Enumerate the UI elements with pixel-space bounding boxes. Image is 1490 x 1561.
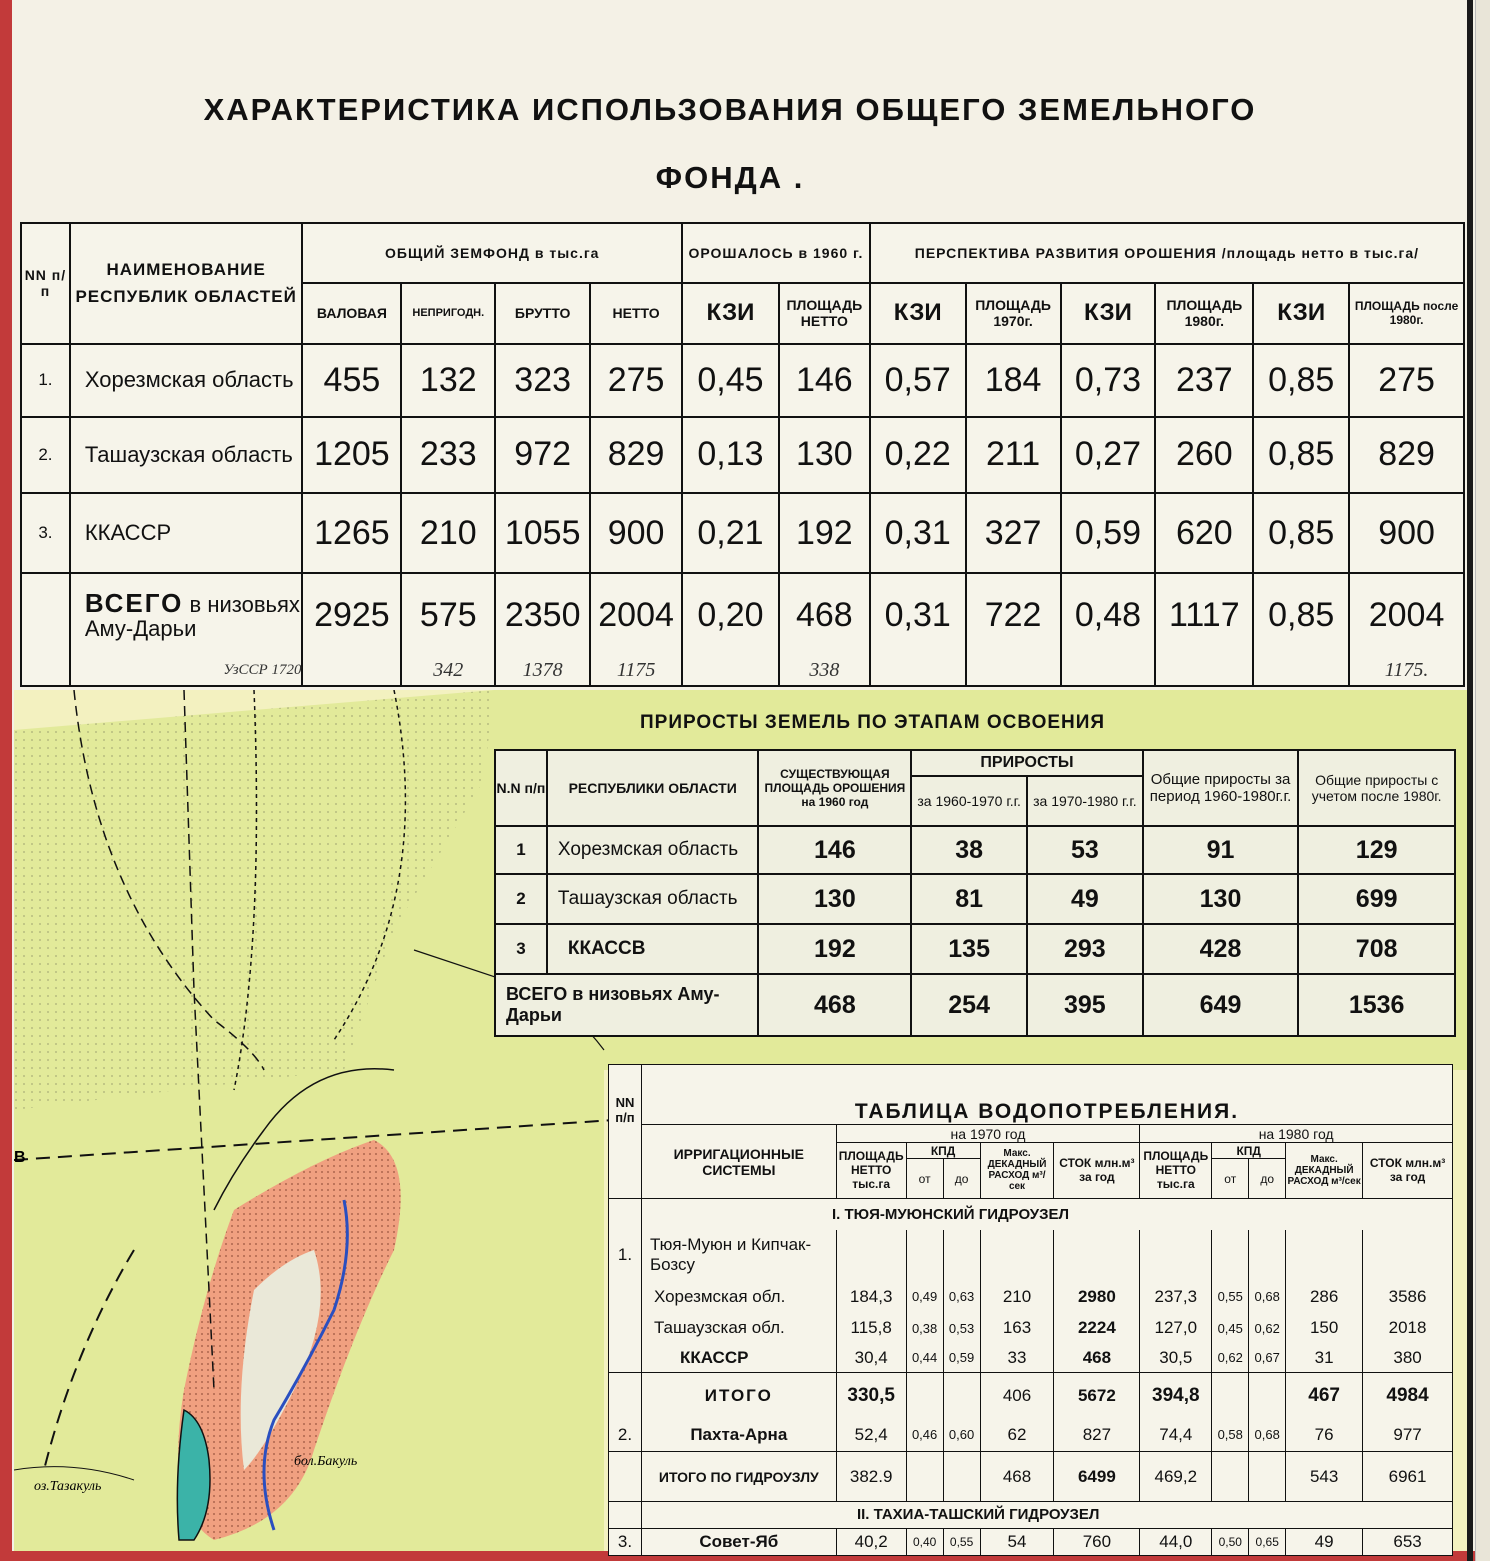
cell: 468 <box>758 974 911 1036</box>
row-name: Хорезмская область <box>547 826 759 874</box>
land-fund-table <box>20 222 1465 687</box>
cell: 275 <box>590 344 682 417</box>
cell: 827 <box>1054 1418 1140 1451</box>
cell: 38 <box>911 826 1027 874</box>
cell: 900 <box>1349 493 1464 573</box>
row-name: ККАССР <box>641 1344 836 1373</box>
cell: 0,57 <box>870 344 966 417</box>
cell: 0,67 <box>1249 1344 1286 1373</box>
handwritten-note: 1378 <box>495 656 590 686</box>
cell: 130 <box>758 874 911 924</box>
table-row <box>21 344 1464 417</box>
cell: 323 <box>495 344 590 417</box>
cell: 130 <box>779 417 870 493</box>
cell: 53 <box>1027 826 1143 874</box>
cell: 330,5 <box>836 1373 906 1419</box>
table-row <box>609 1313 1453 1344</box>
subheader: КЗИ <box>1253 283 1349 343</box>
row-number: 2 <box>495 874 547 924</box>
subheader: ВАЛОВАЯ <box>302 283 401 343</box>
cell: 977 <box>1363 1418 1453 1451</box>
cell: 127,0 <box>1140 1313 1212 1344</box>
subheader: Макс. ДЕКАДНЫЙ РАСХОД м³/сек <box>1286 1142 1363 1198</box>
subheader: ПЛОЩАДЬ НЕТТО тыс.га <box>836 1142 906 1198</box>
header-total-period: Общие приросты за период 1960-1980г.г. <box>1143 750 1299 826</box>
cell: 0,48 <box>1061 573 1156 655</box>
cell: 76 <box>1286 1418 1363 1451</box>
cell: 469,2 <box>1140 1452 1212 1502</box>
cell: 163 <box>980 1313 1054 1344</box>
handwritten-note: 342 <box>401 656 495 686</box>
subheader: Макс. ДЕКАДНЫЙ РАСХОД м³/сек <box>980 1142 1054 1198</box>
cell: 829 <box>590 417 682 493</box>
cell: 0,60 <box>943 1418 980 1451</box>
row-name: Ташаузская обл. <box>641 1313 836 1344</box>
cell: 0,68 <box>1249 1418 1286 1451</box>
subheader: ПЛОЩАДЬ после 1980г. <box>1349 283 1464 343</box>
cell: 192 <box>779 493 870 573</box>
cell: 30,4 <box>836 1344 906 1373</box>
cell: 0,63 <box>943 1281 980 1312</box>
cell: 135 <box>911 924 1027 974</box>
map-label-v: В <box>14 1149 26 1166</box>
header-systems: ИРРИГАЦИОННЫЕ СИСТЕМЫ <box>641 1125 836 1199</box>
cell: 254 <box>911 974 1027 1036</box>
table-row-total <box>21 573 1464 655</box>
cell: 0,21 <box>682 493 779 573</box>
cell: 0,49 <box>906 1281 943 1312</box>
cell: 0,85 <box>1253 493 1349 573</box>
cell: 1265 <box>302 493 401 573</box>
header-1980: на 1980 год <box>1140 1125 1453 1143</box>
subheader: до <box>943 1159 980 1198</box>
cell: 260 <box>1155 417 1253 493</box>
table-row <box>609 1344 1453 1373</box>
cell: 233 <box>401 417 495 493</box>
cell: 237,3 <box>1140 1281 1212 1312</box>
cell: 2004 <box>1349 573 1464 655</box>
cell: 49 <box>1286 1528 1363 1555</box>
header-name: НАИМЕНОВАНИЕ РЕСПУБЛИК ОБЛАСТЕЙ <box>70 223 303 344</box>
cell: 237 <box>1155 344 1253 417</box>
table-row-total <box>495 974 1455 1036</box>
cell: 0,55 <box>943 1528 980 1555</box>
cell: 3586 <box>1363 1281 1453 1312</box>
cell: 2004 <box>590 573 682 655</box>
cell: 0,62 <box>1212 1344 1249 1373</box>
cell: 33 <box>980 1344 1054 1373</box>
cell: 620 <box>1155 493 1253 573</box>
subheader: за 1960-1970 г.г. <box>911 776 1027 826</box>
cell: 0,62 <box>1249 1313 1286 1344</box>
cell: 0,27 <box>1061 417 1156 493</box>
table-row <box>495 874 1455 924</box>
section-heading: II. ТАХИА-ТАШСКИЙ ГИДРОУЗЕЛ <box>641 1501 1452 1528</box>
row-name: Совет-Яб <box>641 1528 836 1555</box>
subheader: НЕТТО <box>590 283 682 343</box>
cell: 130 <box>1143 874 1299 924</box>
cell: 6499 <box>1054 1452 1140 1502</box>
handwritten-note: УзССР 1720 <box>70 656 303 686</box>
row-number: 3 <box>495 924 547 974</box>
table-row <box>609 1418 1453 1451</box>
section-heading: I. ТЮЯ-МУЮНСКИЙ ГИДРОУЗЕЛ <box>641 1198 1452 1229</box>
header-1970: на 1970 год <box>836 1125 1140 1143</box>
cell: 649 <box>1143 974 1299 1036</box>
cell: 0,38 <box>906 1313 943 1344</box>
growth-table <box>494 749 1456 1037</box>
cell: 0,44 <box>906 1344 943 1373</box>
cell: 468 <box>980 1452 1054 1502</box>
subheader: от <box>906 1159 943 1198</box>
handwritten-note: 1175 <box>590 656 682 686</box>
header-perspektiva: ПЕРСПЕКТИВА РАЗВИТИЯ ОРОШЕНИЯ /площадь нетто в тыс.га/ <box>870 223 1464 283</box>
subheader: ПЛОЩАДЬ 1980г. <box>1155 283 1253 343</box>
cell: 0,65 <box>1249 1528 1286 1555</box>
cell: 972 <box>495 417 590 493</box>
row-number: 2. <box>609 1418 642 1451</box>
cell: 900 <box>590 493 682 573</box>
cell: 40,2 <box>836 1528 906 1555</box>
cell: 74,4 <box>1140 1418 1212 1451</box>
cell: 543 <box>1286 1452 1363 1502</box>
row-number <box>21 573 70 655</box>
cell: 0,13 <box>682 417 779 493</box>
cell: 0,31 <box>870 573 966 655</box>
map-label-tazakul: оз.Тазакуль <box>34 1479 102 1494</box>
cell: 146 <box>779 344 870 417</box>
cell: 0,45 <box>1212 1313 1249 1344</box>
table-row <box>21 493 1464 573</box>
cell: 91 <box>1143 826 1299 874</box>
cell: 455 <box>302 344 401 417</box>
cell: 0,59 <box>943 1344 980 1373</box>
row-name: ККАССВ <box>547 924 759 974</box>
cell: 0,20 <box>682 573 779 655</box>
cell: 0,53 <box>943 1313 980 1344</box>
cell: 1117 <box>1155 573 1253 655</box>
cell: 0,45 <box>682 344 779 417</box>
handwritten-note: 1175. <box>1349 656 1464 686</box>
subheader: за 1970-1980 г.г. <box>1027 776 1143 826</box>
row-number: 3. <box>21 493 70 573</box>
cell: 1205 <box>302 417 401 493</box>
cell: 129 <box>1298 826 1455 874</box>
table-row <box>495 924 1455 974</box>
table-row <box>609 1230 1453 1282</box>
page-title-line2: ФОНДА . <box>655 160 805 195</box>
water-table <box>608 1064 1453 1556</box>
header-zemfond: ОБЩИЙ ЗЕМФОНД в тыс.га <box>302 223 682 283</box>
cell: 52,4 <box>836 1418 906 1451</box>
cell: 146 <box>758 826 911 874</box>
row-number: 1. <box>21 344 70 417</box>
cell: 49 <box>1027 874 1143 924</box>
cell: 468 <box>1054 1344 1140 1373</box>
water-title: ТАБЛИЦА ВОДОПОТРЕБЛЕНИЯ. <box>641 1065 1452 1125</box>
cell: 0,59 <box>1061 493 1156 573</box>
header-nn: N.N п/п <box>495 750 547 826</box>
cell: 0,55 <box>1212 1281 1249 1312</box>
cell: 2925 <box>302 573 401 655</box>
cell: 4984 <box>1363 1373 1453 1419</box>
row-name: ККАССР <box>70 493 303 573</box>
subheader: ПЛОЩАДЬ НЕТТО тыс.га <box>1140 1142 1212 1198</box>
header-name: РЕСПУБЛИКИ ОБЛАСТИ <box>547 750 759 826</box>
cell: 275 <box>1349 344 1464 417</box>
cell: 5672 <box>1054 1373 1140 1419</box>
cell: 395 <box>1027 974 1143 1036</box>
table-row <box>495 826 1455 874</box>
cell: 0,50 <box>1212 1528 1249 1555</box>
cell: 382.9 <box>836 1452 906 1502</box>
row-name-total: ВСЕГО в низовьях Аму-Дарьи <box>495 974 758 1036</box>
cell: 406 <box>980 1373 1054 1419</box>
row-number: 2. <box>21 417 70 493</box>
cell: 467 <box>1286 1373 1363 1419</box>
row-name: Хорезмская обл. <box>641 1281 836 1312</box>
row-name: ИТОГО ПО ГИДРОУЗЛУ <box>641 1452 836 1502</box>
row-name: Тюя-Муюн и Кипчак-Бозсу <box>641 1230 836 1282</box>
cell: 468 <box>779 573 870 655</box>
header-oroshalos: ОРОШАЛОСЬ в 1960 г. <box>682 223 870 283</box>
subheader: КЗИ <box>1061 283 1156 343</box>
row-name: ИТОГО <box>641 1373 836 1419</box>
cell: 54 <box>980 1528 1054 1555</box>
row-name: Хорезмская область <box>70 344 303 417</box>
cell: 115,8 <box>836 1313 906 1344</box>
table-row-total <box>609 1452 1453 1502</box>
subheader: КЗИ <box>870 283 966 343</box>
growth-title: ПРИРОСТЫ ЗЕМЕЛЬ ПО ЭТАПАМ ОСВОЕНИЯ <box>640 712 1106 733</box>
cell: 0,85 <box>1253 344 1349 417</box>
cell: 1055 <box>495 493 590 573</box>
cell: 0,22 <box>870 417 966 493</box>
table-row-subtotal <box>609 1373 1453 1419</box>
table-row <box>609 1528 1453 1555</box>
row-name-total: ВСЕГО в низовьях Аму-Дарьи <box>70 573 303 655</box>
cell: 2224 <box>1054 1313 1140 1344</box>
table-row <box>21 417 1464 493</box>
cell: 210 <box>401 493 495 573</box>
handwritten-note: 338 <box>779 656 870 686</box>
page-title: ХАРАКТЕРИСТИКА ИСПОЛЬЗОВАНИЯ ОБЩЕГО ЗЕМЕЛЬНОГО <box>203 92 1257 127</box>
row-number: 1. <box>609 1230 642 1282</box>
row-name: Ташаузская область <box>70 417 303 493</box>
subheader: КЗИ <box>682 283 779 343</box>
cell: 81 <box>911 874 1027 924</box>
row-number: 3. <box>609 1528 642 1555</box>
row-number: 1 <box>495 826 547 874</box>
subheader: БРУТТО <box>495 283 590 343</box>
cell: 192 <box>758 924 911 974</box>
cell: 6961 <box>1363 1452 1453 1502</box>
cell: 293 <box>1027 924 1143 974</box>
cell: 31 <box>1286 1344 1363 1373</box>
subheader: от <box>1212 1159 1249 1198</box>
cell: 708 <box>1298 924 1455 974</box>
cell: 184,3 <box>836 1281 906 1312</box>
subheader: НЕПРИГОДН. <box>401 283 495 343</box>
header-growth: ПРИРОСТЫ <box>911 750 1142 776</box>
subheader: СТОК млн.м³ за год <box>1363 1142 1453 1198</box>
edge-strip <box>1475 0 1490 1561</box>
table-row <box>609 1281 1453 1312</box>
cell: 428 <box>1143 924 1299 974</box>
row-name: Пахта-Арна <box>641 1418 836 1451</box>
cell: 2018 <box>1363 1313 1453 1344</box>
cell: 150 <box>1286 1313 1363 1344</box>
cell: 327 <box>966 493 1061 573</box>
cell: 0,58 <box>1212 1418 1249 1451</box>
cell: 380 <box>1363 1344 1453 1373</box>
cell: 0,73 <box>1061 344 1156 417</box>
cell: 2350 <box>495 573 590 655</box>
cell: 0,85 <box>1253 573 1349 655</box>
cell: 132 <box>401 344 495 417</box>
cell: 394,8 <box>1140 1373 1212 1419</box>
cell: 211 <box>966 417 1061 493</box>
subheader: КПД <box>1212 1142 1286 1159</box>
cell: 1536 <box>1298 974 1455 1036</box>
subheader: СТОК млн.м³ за год <box>1054 1142 1140 1198</box>
cell: 0,85 <box>1253 417 1349 493</box>
cell: 0,31 <box>870 493 966 573</box>
cell: 62 <box>980 1418 1054 1451</box>
cell: 286 <box>1286 1281 1363 1312</box>
cell: 2980 <box>1054 1281 1140 1312</box>
cell: 760 <box>1054 1528 1140 1555</box>
header-nn: NN п/п <box>609 1065 642 1125</box>
cell: 30,5 <box>1140 1344 1212 1373</box>
edge-line <box>1467 0 1473 1561</box>
cell: 184 <box>966 344 1061 417</box>
header-existing: СУЩЕСТВУЮЩАЯ ПЛОЩАДЬ ОРОШЕНИЯ на 1960 год <box>758 750 911 826</box>
cell: 210 <box>980 1281 1054 1312</box>
cell: 0,46 <box>906 1418 943 1451</box>
subheader: ПЛОЩАДЬ НЕТТО <box>779 283 870 343</box>
binding-left <box>0 0 12 1561</box>
cell: 722 <box>966 573 1061 655</box>
cell: 653 <box>1363 1528 1453 1555</box>
subheader: до <box>1249 1159 1286 1198</box>
row-name: Ташаузская область <box>547 874 759 924</box>
map-label-bakul: бол.Бакуль <box>294 1454 358 1469</box>
cell: 829 <box>1349 417 1464 493</box>
cell: 0,40 <box>906 1528 943 1555</box>
cell: 575 <box>401 573 495 655</box>
subheader: КПД <box>906 1142 980 1159</box>
header-total-after: Общие приросты с учетом после 1980г. <box>1298 750 1455 826</box>
cell: 0,68 <box>1249 1281 1286 1312</box>
subheader: ПЛОЩАДЬ 1970г. <box>966 283 1061 343</box>
table-row-handwritten <box>21 656 1464 686</box>
cell: 699 <box>1298 874 1455 924</box>
header-nn: NN п/п <box>21 223 70 344</box>
cell: 44,0 <box>1140 1528 1212 1555</box>
